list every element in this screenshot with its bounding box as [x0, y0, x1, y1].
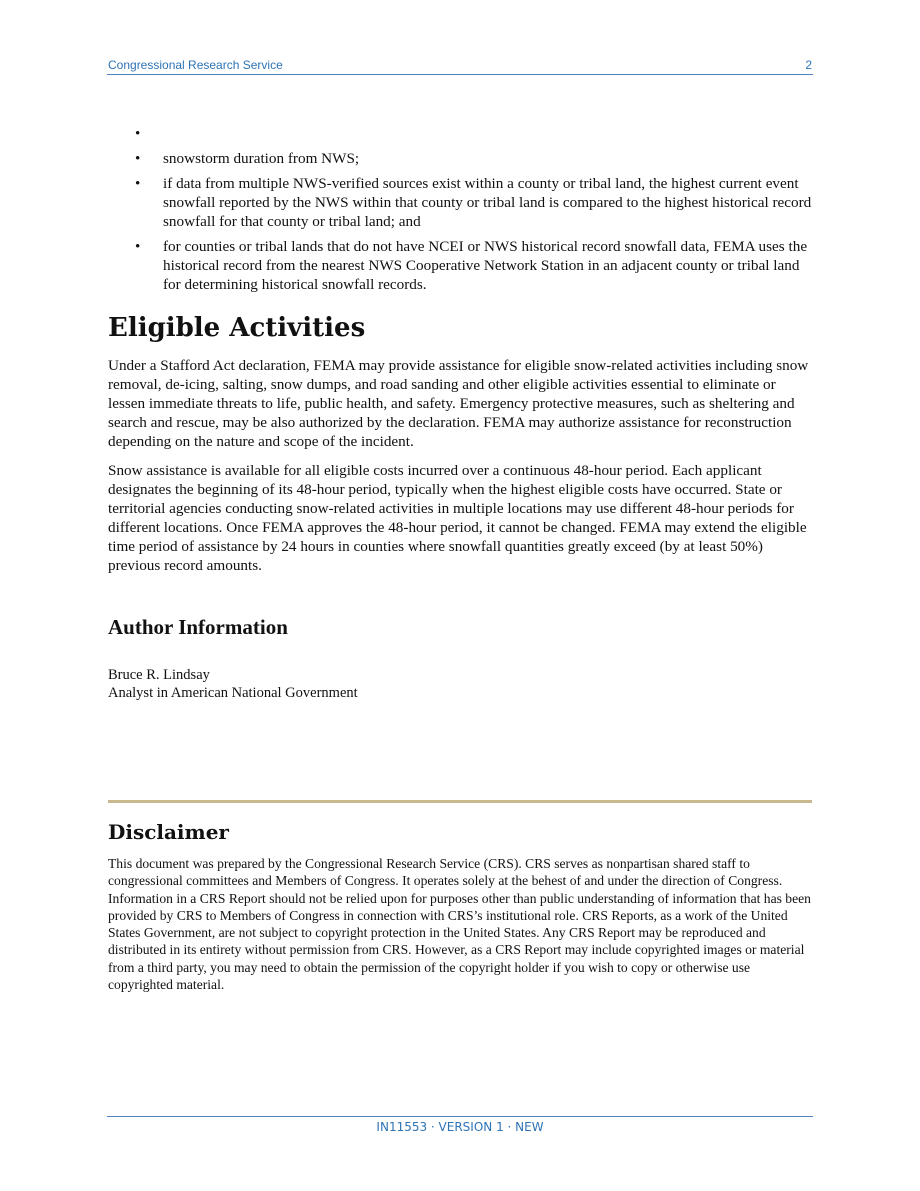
author-block: [108, 667, 358, 702]
list-item-text: for counties or tribal lands that do not have NCEI or NWS historical record snowfall data, FEMA uses the historical record from the nearest NWS Cooperative Network Station in an adjacent county or tribal land for determining historical snowfall records.: [163, 238, 808, 293]
page-footer: IN11553 · VERSION 1 · NEW: [376, 1120, 544, 1134]
author-name: Bruce R. Lindsay: [108, 667, 210, 683]
list-item: [108, 124, 814, 143]
list-item: [108, 174, 814, 231]
bullet-icon: •: [135, 125, 141, 142]
bullet-icon: •: [135, 175, 141, 192]
page-number: 2: [805, 58, 812, 72]
criteria-bullet-list: [108, 124, 814, 300]
footer-divider: [107, 1116, 813, 1117]
section-title-eligible-activities: Eligible Activities: [108, 313, 366, 343]
list-item-text: snowstorm duration from NWS;: [163, 150, 360, 167]
page-header: [107, 58, 813, 75]
section-title-disclaimer: Disclaimer: [108, 820, 229, 844]
disclaimer-text: This document was prepared by the Congressional Research Service (CRS). CRS serves as nonpartisan shared staff to congressional committees and Members of Congress. It operates solely at the behest of and under the direction of Congress. Information in a CRS Report should not be relied upon for purposes other than public understanding of information that has been provided by CRS to Members of Congress in connection with CRS’s institutional role. CRS Reports, as a work of the United States Government, are not subject to copyright protection in the United States. Any CRS Report may be reproduced and distributed in its entirety without permission from CRS. However, as a CRS Report may include copyrighted images or material from a third party, you may need to obtain the permission of the copyright holder if you wish to copy or otherwise use copyrighted material.: [108, 856, 811, 993]
eligible-paragraph-2: Snow assistance is available for all eligible costs incurred over a continuous 48-hour period. Each applicant designates the beginning of its 48-hour period, typically when the highest eligible costs have occurred. State or territorial agencies conducting snow-related activities in multiple locations may use different 48-hour periods for different locations. Once FEMA approves the 48-hour period, it cannot be changed. FEMA may extend the eligible time period of assistance by 24 hours in counties where snowfall quantities greatly exceed (by at least 50%) previous record amounts.: [108, 462, 807, 574]
list-item: [108, 149, 814, 168]
bullet-icon: •: [135, 150, 141, 167]
list-item-text: if data from multiple NWS-verified sources exist within a county or tribal land, the highest current event snowfall reported by the NWS within that county or tribal land is compared to the highest historical record snowfall for that county or tribal land; and: [163, 175, 812, 230]
list-item: [108, 237, 814, 294]
eligible-paragraph-1: Under a Stafford Act declaration, FEMA may provide assistance for eligible snow-related activities including snow removal, de-icing, salting, snow dumps, and road sanding and other eligible activities essential to eliminate or lessen immediate threats to life, public health, and safety. Emergency protective measures, such as sheltering and search and rescue, may be also authorized by the declaration. FEMA may authorize assistance for reconstruction depending on the nature and scope of the incident.: [108, 357, 809, 450]
section-divider: [108, 800, 812, 803]
section-title-author-information: Author Information: [108, 615, 288, 639]
author-role: Analyst in American National Government: [108, 684, 358, 701]
header-org-name: Congressional Research Service: [108, 58, 283, 72]
bullet-icon: •: [135, 238, 141, 255]
